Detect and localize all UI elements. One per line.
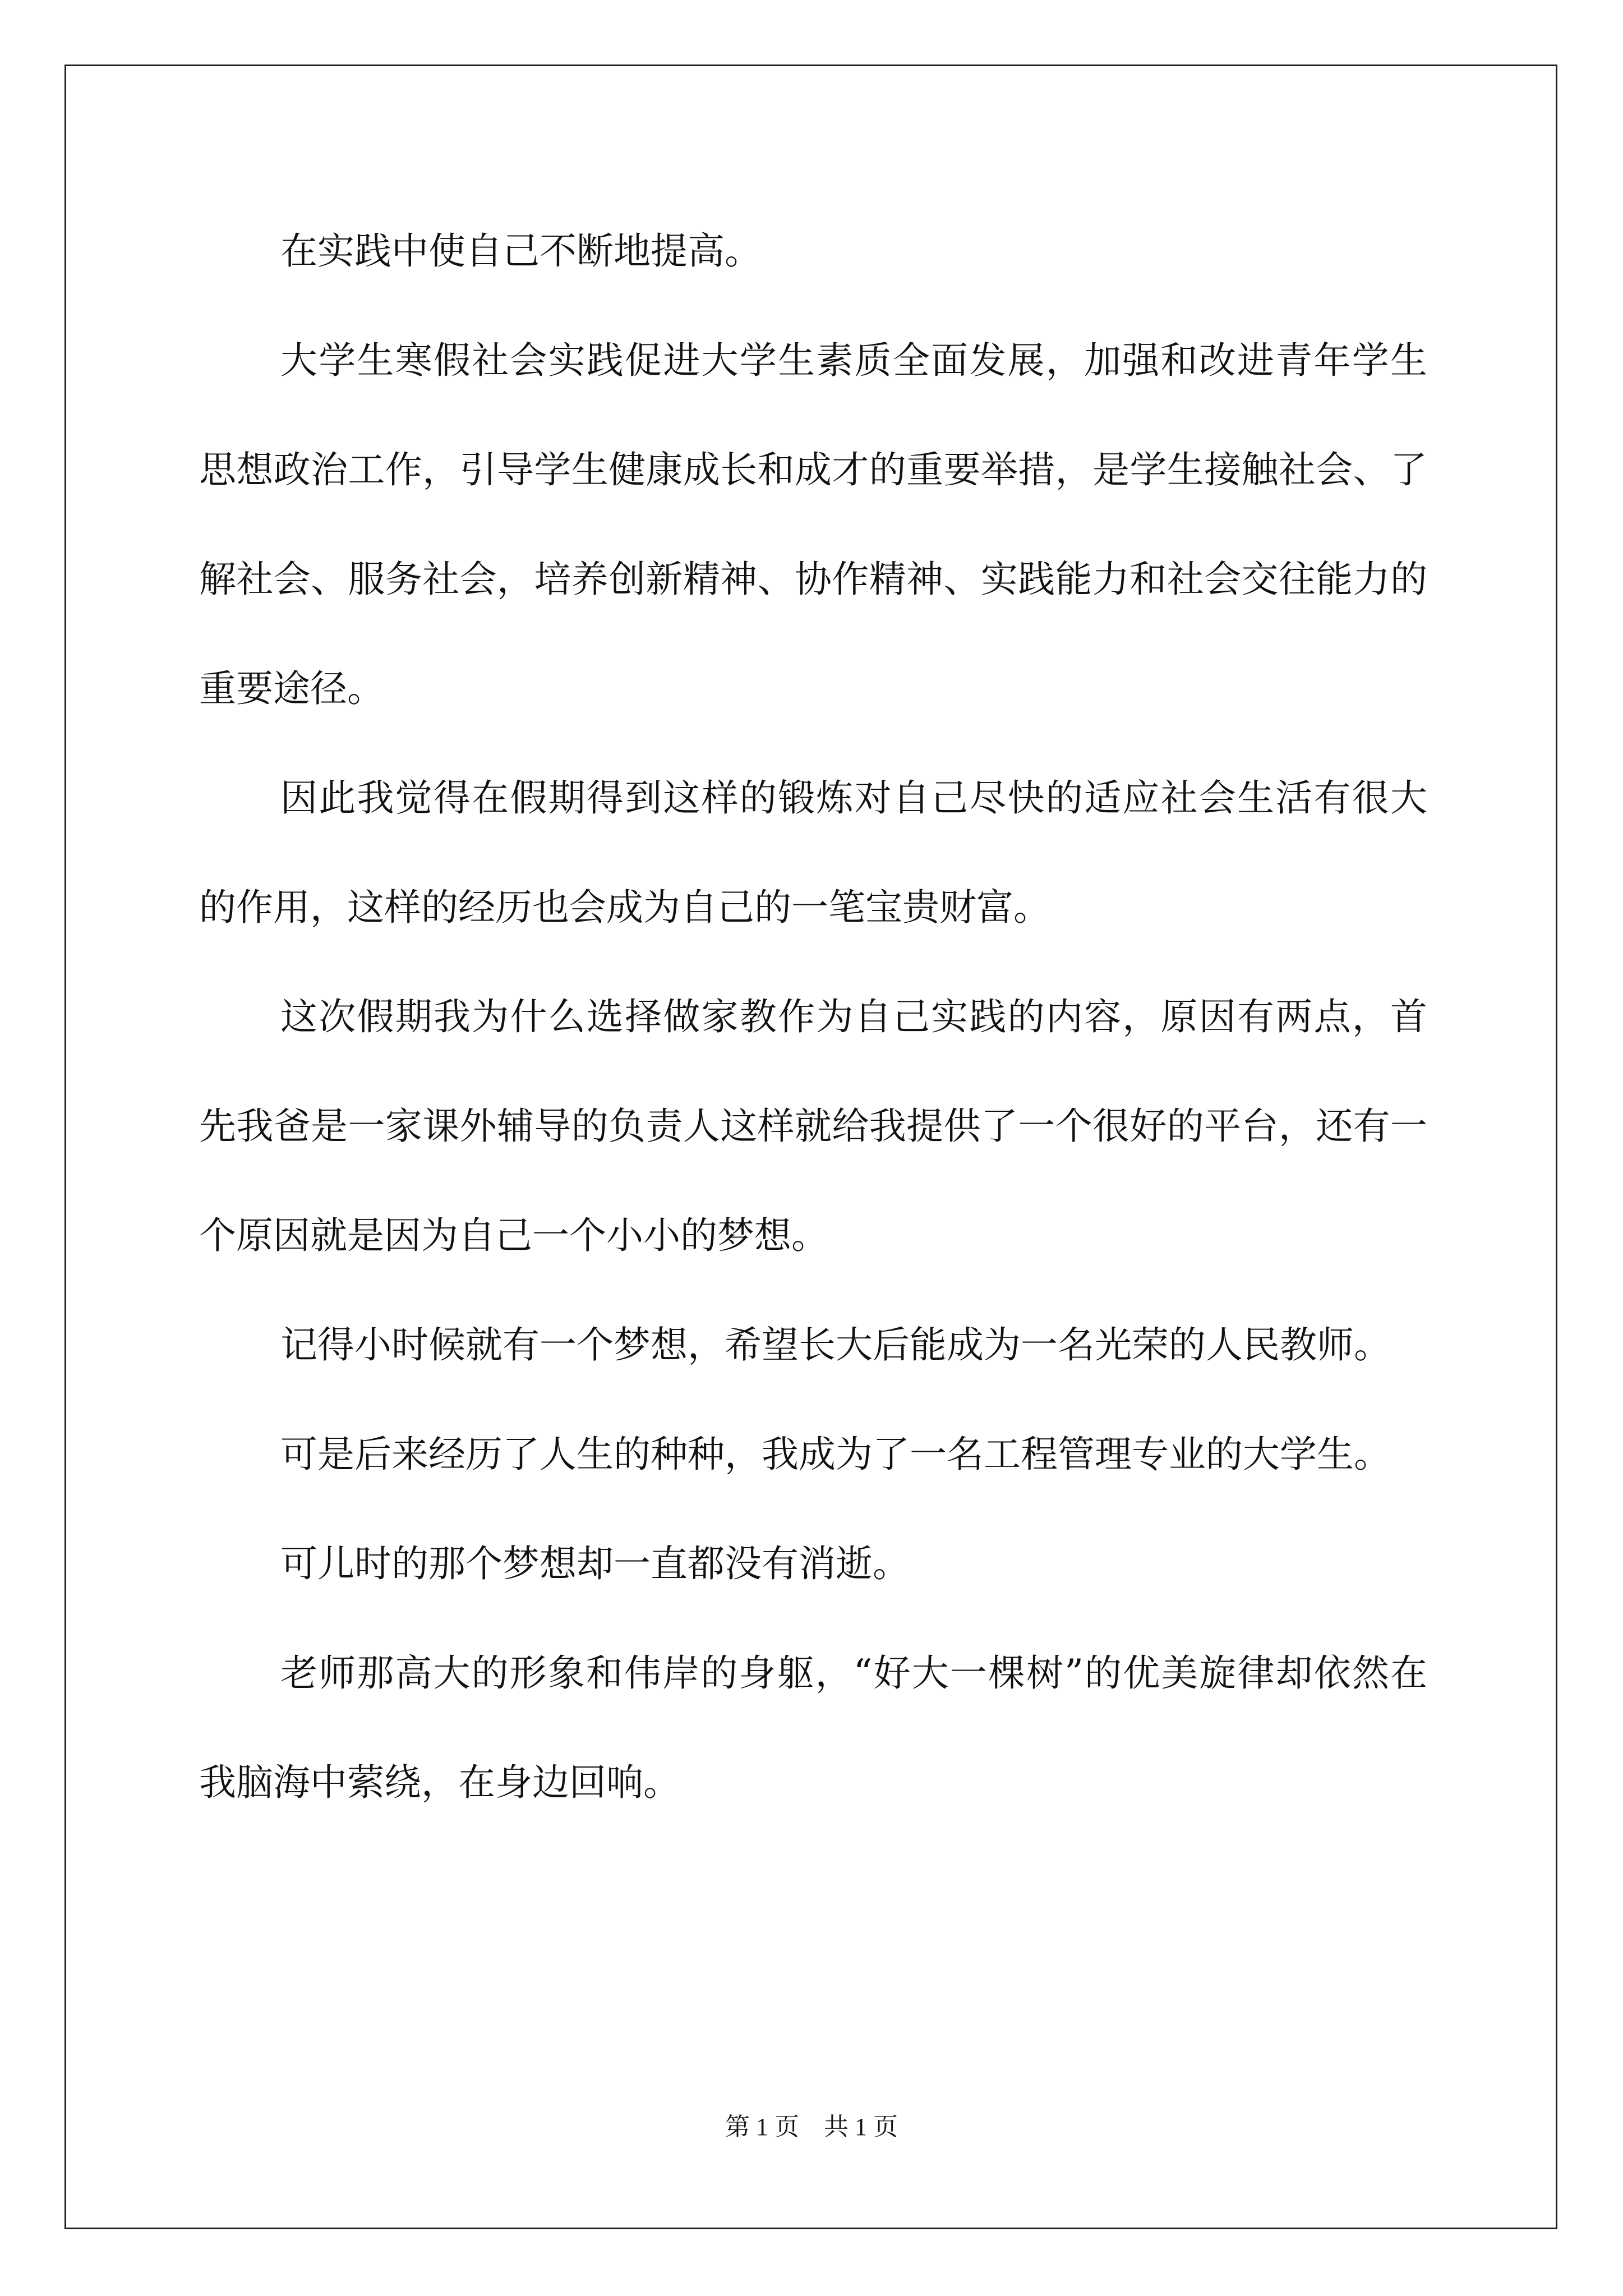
page-number-footer: 第 1 页 共 1 页 [725, 2113, 898, 2141]
paragraph: 可是后来经历了人生的种种，我成为了一名工程管理专业的大学生。 [280, 1433, 1391, 1476]
paragraph: 大学生寒假社会实践促进大学生素质全面发展，加强和改进青年学生思想政治工作，引导学生健康成长和成才的重要举措，是学生接触社会、了解社会、服务社会，培养创新精神、协作精神、实践能力和社会交往能力的重要途径。 [199, 339, 1427, 710]
paragraph: 记得小时候就有一个梦想，希望长大后能成为一名光荣的人民教师。 [280, 1323, 1391, 1366]
paragraph: 因此我觉得在假期得到这样的锻炼对自己尽快的适应社会生活有很大的作用，这样的经历也会成为自己的一笔宝贵财富。 [199, 776, 1427, 929]
paragraph: 这次假期我为什么选择做家教作为自己实践的内容，原因有两点，首先我爸是一家课外辅导的负责人这样就给我提供了一个很好的平台，还有一个原因就是因为自己一个小小的梦想。 [199, 995, 1427, 1257]
paragraph: 老师那高大的形象和伟岸的身躯，“好大一棵树”的优美旋律却依然在我脑海中萦绕，在身边回响。 [199, 1651, 1427, 1804]
document-body [199, 196, 1427, 1837]
paragraph: 在实践中使自己不断地提高。 [280, 229, 762, 273]
paragraph: 可儿时的那个梦想却一直都没有消逝。 [280, 1542, 910, 1585]
